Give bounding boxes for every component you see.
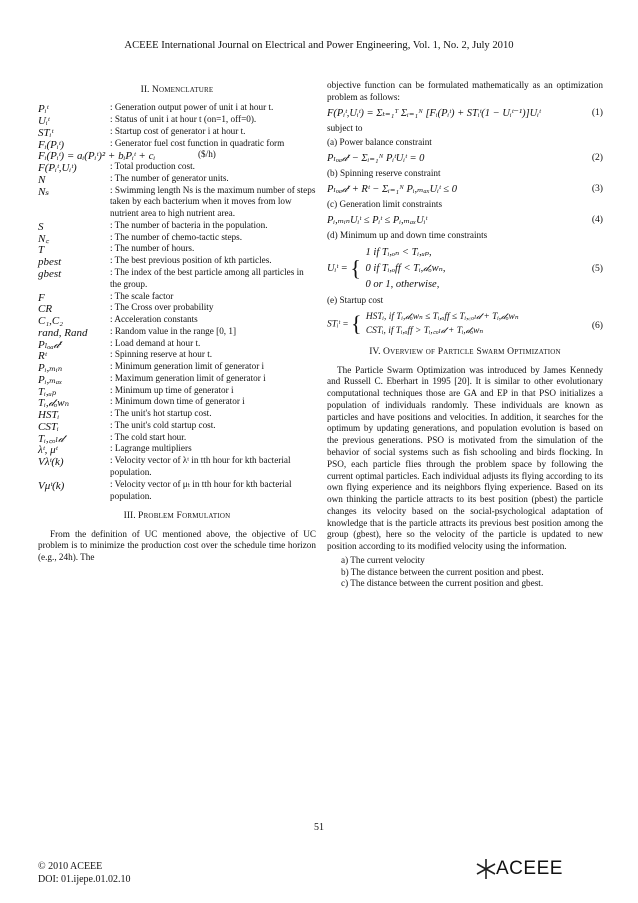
nomenclature-row — [38, 255, 316, 267]
pso-heading — [327, 346, 603, 358]
nomenclature-row — [38, 408, 316, 420]
nomenclature-definition: : Velocity vector of μₜ in tth hour for kth bacterial population. — [110, 478, 292, 501]
nomenclature-symbol: CSTᵢ — [38, 420, 59, 433]
running-header: ACEEE International Journal on Electrical and Power Engineering, Vol. 1, No. 2, July 2010 — [124, 40, 514, 51]
nomenclature-definition: : Startup cost of generator i at hour t. — [110, 125, 246, 136]
nomenclature-definition: : Lagrange multipliers — [110, 443, 192, 454]
nomenclature-definition: : Generation output power of unit i at hour t. — [110, 102, 274, 113]
nomenclature-symbol: Nₛ — [38, 185, 50, 198]
nomenclature-definition: : Random value in the range [0, 1] — [110, 325, 237, 336]
equation-5-case-2: 0 if Tᵢ,ₒff < Tᵢ,𝒹ₒwₙ, — [365, 262, 446, 274]
nomenclature-definition: ($/h) — [198, 149, 216, 160]
equation-4-body: Pᵢ,ₘᵢₙUᵢᵗ ≤ Pᵢᵗ ≤ Pᵢ,ₘₐₓUᵢᵗ — [327, 214, 428, 226]
nomenclature-definition: : Spinning reserve at hour t. — [110, 349, 213, 360]
nomenclature-symbol: Vμᵗ(k) — [38, 479, 65, 492]
equation-2-number: (2) — [591, 151, 603, 163]
equation-5 — [327, 245, 603, 292]
nomenclature-row — [38, 267, 316, 291]
problem-heading — [38, 510, 316, 522]
nomenclature-row — [38, 420, 316, 432]
nomenclature-symbol: N꜀ — [38, 232, 50, 245]
equation-5-lhs: Uᵢᵗ = — [327, 263, 348, 275]
problem-paragraph: From the definition of UC mentioned above, the objective of UC problem is to minimize the production cost over the schedule time horizon (e.g., 24h). The — [38, 528, 316, 563]
nomenclature-symbol: Pᵢ,ₘᵢₙ — [38, 362, 63, 375]
aceee-logo — [474, 856, 604, 884]
nomenclature-definition: : Status of unit i at hour t (on=1, off=0). — [110, 114, 257, 125]
equation-3-body: Pₗₒₐ𝒹ᵗ + Rᵗ − Σᵢ₌₁ᴺ Pᵢ,ₘₐₓUᵢᵗ ≤ 0 — [327, 183, 457, 195]
nomenclature-definition: : Generator fuel cost function in quadratic form — [110, 137, 285, 148]
equation-5-number: (5) — [591, 263, 603, 275]
nomenclature-definition: : Acceleration constants — [110, 314, 198, 325]
nomenclature-row — [38, 443, 316, 455]
equation-1-body: F(Pᵢᵗ,Uᵢᵗ) = Σₜ₌₁ᵀ Σᵢ₌₁ᴺ [Fᵢ(Pᵢᵗ) + STᵢᵗ(1 − Uᵢᵗ⁻¹)]Uᵢᵗ — [327, 107, 541, 119]
left-brace-icon: { — [350, 311, 362, 337]
constraint-d-label: (d) Minimum up and down time constraints — [327, 230, 488, 241]
nomenclature-symbol: N — [38, 173, 46, 186]
equation-4-number: (4) — [591, 213, 603, 225]
nomenclature-definition: : Minimum up time of generator i — [110, 384, 234, 395]
nomenclature-row — [38, 314, 316, 326]
nomenclature-row — [38, 302, 316, 314]
subject-to-label: subject to — [327, 122, 363, 133]
equation-3 — [327, 183, 603, 196]
nomenclature-definition: : Minimum generation limit of generator i — [110, 361, 265, 372]
nomenclature-row — [38, 361, 316, 373]
constraint-a-label: (a) Power balance constraint — [327, 136, 432, 147]
nomenclature-row — [38, 185, 316, 220]
list-item: c) The distance between the current position and gbest. — [341, 578, 544, 589]
list-item: b) The distance between the current position and pbest. — [341, 566, 544, 577]
nomenclature-definition: : The number of chemo-tactic steps. — [110, 231, 242, 242]
nomenclature-heading — [38, 84, 316, 96]
nomenclature-symbol: λᵗ, μᵗ — [38, 444, 58, 457]
nomenclature-row — [38, 232, 316, 244]
nomenclature-row — [38, 385, 316, 397]
equation-1 — [327, 107, 603, 120]
nomenclature-row — [38, 173, 316, 185]
nomenclature-definition: : The number of hours. — [110, 243, 195, 254]
equation-6-case-2: CSTᵢ, if Tᵢ,ₒff > Tᵢ,꜀ₒₗ𝒹 + Tᵢ,𝒹ₒwₙ — [365, 326, 484, 337]
nomenclature-row — [38, 432, 316, 444]
pso-paragraph: The Particle Swarm Optimization was introduced by James Kennedy and Russell C. Eberhart in 1995 [20]. It is similar to other evolutionary computational techniques those are GA and EP in that PSO initializes a population of individuals randomly. These individuals are known as particles and have positions and velocities. In addition, it searches for the optimum by updating generations, and population evolution is based on the previous generations. PSO is motivated from the simulation of the behavior of social systems such as fish schooling and birds flocking. In PSO, each particle flies through the problem space by following the current optimal particles. Each individual adjusts its flying according to its own flying experience and its neighbors flying experience. Based on its own thinking the particle attracts to its best position (pbest) the particle changes its velocity based on the social-psychological adaptation of knowledge that is the particle attracts its previous best position among the group (gbest), here so the velocity of the particle is updated to new position according to its modified velocity using the information. — [327, 364, 603, 552]
nomenclature-definition: : Velocity vector of λᵗ in tth hour for kth bacterial population. — [110, 455, 291, 477]
nomenclature-symbol: Uᵢᵗ — [38, 115, 50, 128]
left-column — [38, 80, 316, 566]
nomenclature-row — [38, 161, 316, 173]
nomenclature-symbol: Fᵢ(Pᵢᵗ) = aᵢ(Pᵢᵗ)² + bᵢPᵢᵗ + cᵢ — [38, 150, 156, 163]
nomenclature-definition: : Swimming length Ns is the maximum number of steps taken by each bacterium when it moves from low nutrient area to high nutrient area. — [110, 184, 316, 219]
nomenclature-symbol: F — [38, 291, 45, 304]
equation-5-cases — [366, 245, 446, 292]
nomenclature-symbol: Vλᵗ(k) — [38, 456, 64, 469]
nomenclature-row — [38, 338, 316, 350]
nomenclature-symbol: CR — [38, 303, 53, 316]
nomenclature-symbol: rand, Rand — [38, 326, 88, 339]
nomenclature-row — [38, 138, 316, 150]
equation-2-body: Pₗₒₐ𝒹ᵗ − Σᵢ₌₁ᴺ PᵢᵗUᵢᵗ = 0 — [327, 152, 425, 164]
left-brace-icon: { — [350, 255, 361, 281]
nomenclature-definition: : The cold start hour. — [110, 431, 187, 442]
constraint-c-label: (c) Generation limit constraints — [327, 199, 443, 210]
nomenclature-symbol: Pᵢ,ₘₐₓ — [38, 373, 63, 386]
nomenclature-definition: : The best previous position of kth particles. — [110, 255, 272, 266]
nomenclature-list — [38, 102, 316, 502]
nomenclature-symbol: T — [38, 244, 45, 257]
nomenclature-row — [38, 373, 316, 385]
nomenclature-definition: : The number of generator units. — [110, 172, 229, 183]
section-title: Nomenclature — [151, 84, 214, 95]
constraint-b-label: (b) Spinning reserve constraint — [327, 167, 441, 178]
nomenclature-definition: : The index of the best particle among all particles in the group. — [110, 266, 304, 289]
equation-6 — [327, 310, 603, 338]
nomenclature-row — [38, 455, 316, 479]
equation-4 — [327, 214, 603, 227]
nomenclature-row — [38, 114, 316, 126]
nomenclature-symbol: Rᵗ — [38, 350, 47, 363]
nomenclature-definition: : The scale factor — [110, 290, 174, 301]
equation-1-number: (1) — [591, 106, 603, 118]
nomenclature-symbol: S — [38, 220, 44, 233]
nomenclature-symbol: gbest — [38, 267, 62, 280]
nomenclature-row — [38, 326, 316, 338]
nomenclature-row — [38, 102, 316, 114]
nomenclature-symbol: Tᵢ,꜀ₒₗ𝒹 — [38, 432, 64, 445]
section-number: IV. — [369, 346, 381, 358]
copyright-text: © 2010 ACEEE — [38, 861, 103, 872]
velocity-info-list — [327, 555, 603, 590]
equation-6-case-1: HSTᵢ, if Tᵢ,𝒹ₒwₙ ≤ Tᵢ,ₒff ≤ Tᵢ,꜀ₒₗ𝒹 + Tᵢ,𝒹ₒwₙ — [365, 312, 519, 323]
asterisk-logo-icon — [474, 857, 498, 881]
nomenclature-symbol: C₁,C₂ — [38, 315, 64, 328]
nomenclature-row — [38, 479, 316, 503]
equation-6-cases — [366, 310, 519, 338]
objective-intro: objective function can be formulated mathematically as an optimization problem as follows: — [327, 80, 603, 102]
nomenclature-symbol: Pᵢᵗ — [38, 103, 49, 116]
equation-5-case-3: 0 or 1, otherwise, — [365, 278, 440, 290]
nomenclature-symbol: pbest — [38, 256, 62, 269]
equation-2 — [327, 152, 603, 165]
nomenclature-definition: : The Cross over probability — [110, 302, 214, 313]
section-title: Problem Formulation — [138, 510, 231, 522]
nomenclature-definition: : Minimum down time of generator i — [110, 396, 245, 407]
nomenclature-definition: : The unit's hot startup cost. — [110, 408, 212, 419]
list-item: a) The current velocity — [341, 554, 425, 565]
nomenclature-symbol: Fᵢ(Pᵢᵗ) — [38, 138, 65, 151]
nomenclature-symbol: Tᵢ,ᵤₚ — [38, 385, 57, 398]
equation-6-lhs: STᵢᵗ = — [327, 319, 349, 330]
equation-6-number: (6) — [591, 320, 603, 332]
nomenclature-definition: : Load demand at hour t. — [110, 337, 201, 348]
equation-3-number: (3) — [591, 182, 603, 194]
nomenclature-row — [38, 396, 316, 408]
nomenclature-definition: : The number of bacteria in the population. — [110, 219, 268, 230]
page-number: 51 — [314, 822, 324, 833]
nomenclature-symbol: Tᵢ,𝒹ₒwₙ — [38, 397, 70, 410]
nomenclature-definition: : The unit's cold startup cost. — [110, 419, 216, 430]
equation-5-case-1: 1 if Tᵢ,ₒₙ < Tᵢ,ᵤₚ, — [365, 247, 432, 259]
nomenclature-definition: : Total production cost. — [110, 161, 195, 172]
footer — [38, 860, 131, 886]
nomenclature-symbol: F(Pᵢᵗ,Uᵢᵗ) — [38, 162, 77, 175]
nomenclature-symbol: Pₗₒₐ𝒹ᵗ — [38, 338, 62, 351]
constraint-e-label: (e) Startup cost — [327, 295, 384, 306]
nomenclature-row — [38, 291, 316, 303]
nomenclature-row — [38, 220, 316, 232]
section-number: II. — [140, 84, 150, 95]
nomenclature-row — [38, 349, 316, 361]
nomenclature-symbol: HSTᵢ — [38, 409, 60, 422]
section-number: III. — [123, 510, 136, 522]
right-column — [327, 80, 603, 590]
nomenclature-definition: : Maximum generation limit of generator i — [110, 372, 266, 383]
logo-text: ACEEE — [496, 858, 563, 879]
section-title: Overview of Particle Swarm Optimization — [382, 346, 561, 358]
nomenclature-row — [38, 126, 316, 138]
nomenclature-symbol: STᵢᵗ — [38, 126, 54, 139]
nomenclature-row — [38, 149, 316, 161]
doi-text: DOI: 01.ijepe.01.02.10 — [38, 874, 131, 885]
nomenclature-row — [38, 243, 316, 255]
